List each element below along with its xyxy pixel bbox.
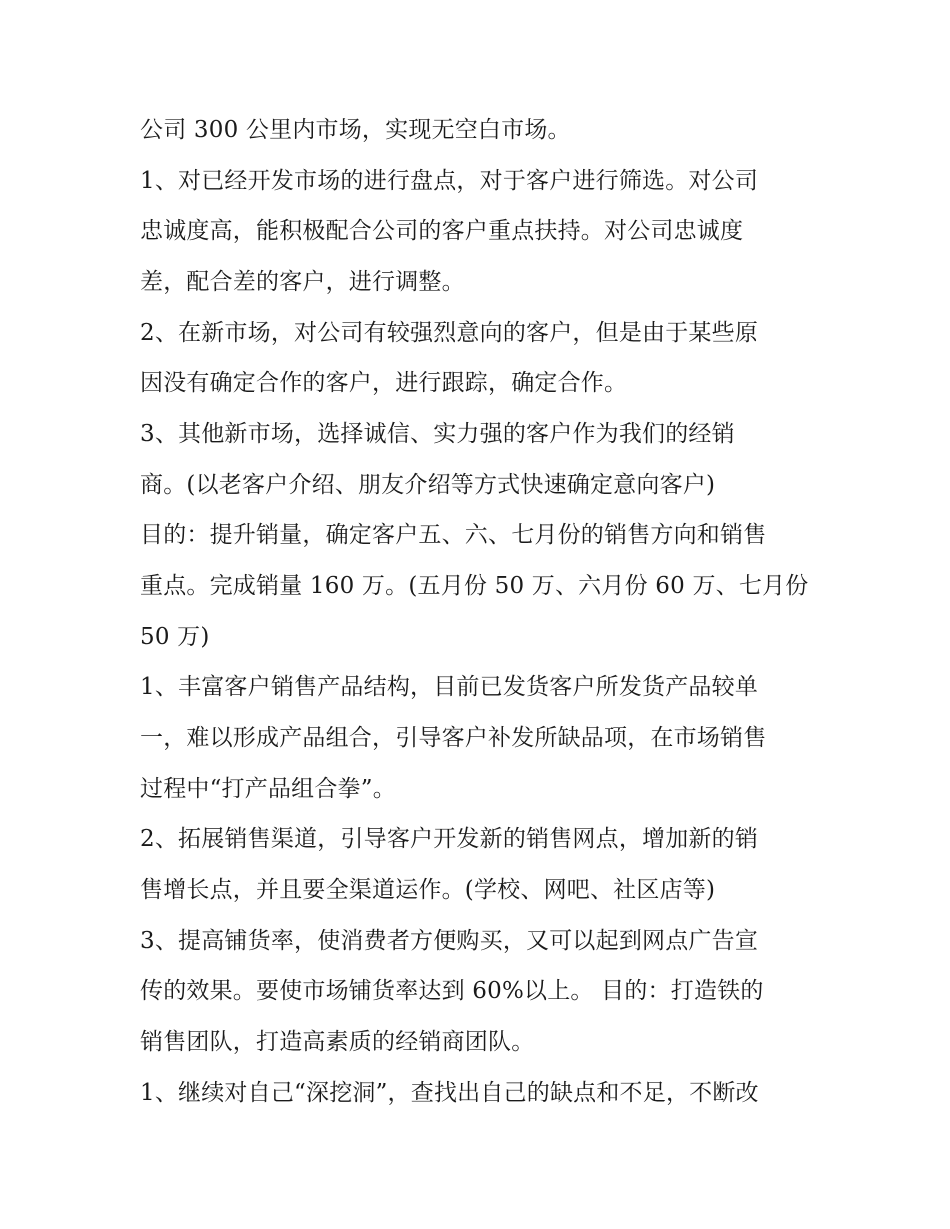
text-line: 3、其他新市场，选择诚信、实力强的客户作为我们的经销 [140,421,735,447]
text-line: 售增长点，并且要全渠道运作。(学校、网吧、社区店等) [140,877,716,903]
text-line: 过程中“打产品组合拳”。 [140,776,396,802]
text-line: 传的效果。要使市场铺货率达到 60%以上。 目的：打造铁的 [140,978,764,1004]
text-line: 忠诚度高，能积极配合公司的客户重点扶持。对公司忠诚度 [140,218,744,244]
text-line: 1、丰富客户销售产品结构，目前已发货客户所发货产品较单 [140,674,759,700]
text-line: 1、对已经开发市场的进行盘点，对于客户进行筛选。对公司 [140,168,759,194]
text-line: 商。(以老客户介绍、朋友介绍等方式快速确定意向客户) [140,472,716,498]
text-line: 公司 300 公里内市场，实现无空白市场。 [140,117,571,143]
text-line: 50 万) [140,624,210,650]
text-line: 差，配合差的客户，进行调整。 [140,269,465,295]
text-line: 2、在新市场，对公司有较强烈意向的客户，但是由于某些原 [140,320,759,346]
text-line: 一，难以形成产品组合，引导客户补发所缺品项，在市场销售 [140,725,767,751]
text-line: 销售团队，打造高素质的经销商团队。 [140,1029,535,1055]
text-line: 3、提高铺货率，使消费者方便购买，又可以起到网点广告宣 [140,928,759,954]
text-line: 目的：提升销量，确定客户五、六、七月份的销售方向和销售 [140,522,767,548]
text-line: 2、拓展销售渠道，引导客户开发新的销售网点，增加新的销 [140,826,759,852]
text-line: 1、继续对自己“深挖洞”，查找出自己的缺点和不足，不断改 [140,1080,759,1106]
text-line: 重点。完成销量 160 万。(五月份 50 万、六月份 60 万、七月份 [140,573,809,599]
text-line: 因没有确定合作的客户，进行跟踪，确定合作。 [140,370,628,396]
